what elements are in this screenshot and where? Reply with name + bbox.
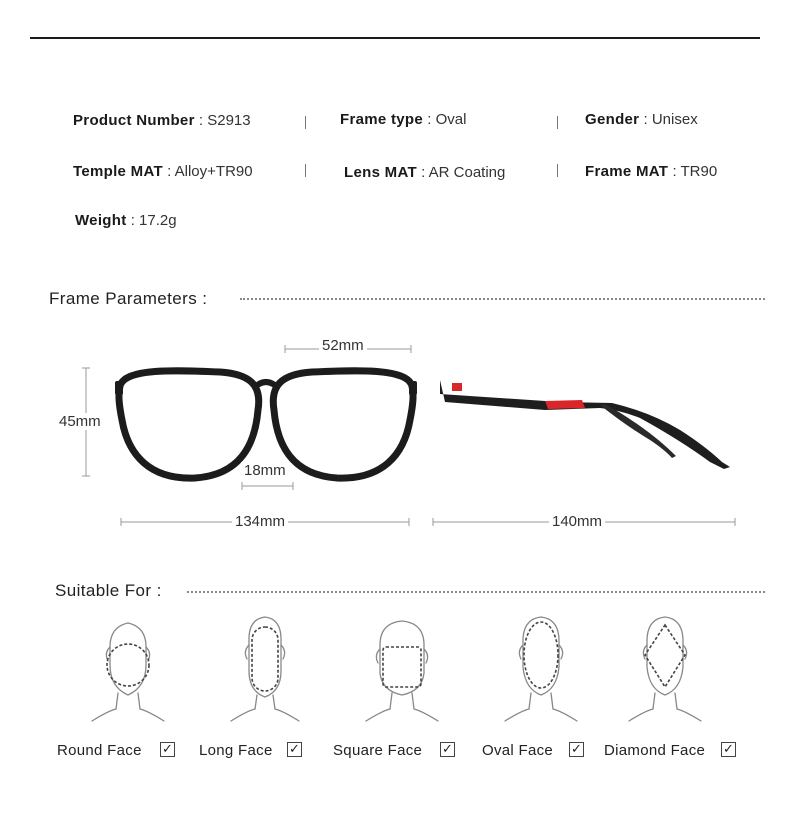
suitable-for-title: Suitable For : bbox=[55, 581, 162, 600]
frame-width-label: 134mm bbox=[232, 513, 288, 530]
lens-width-label: 52mm bbox=[319, 337, 367, 354]
frame-parameters-title: Frame Parameters : bbox=[49, 289, 208, 308]
spec-value: S2913 bbox=[207, 112, 251, 129]
spec-frame-mat: Frame MAT : TR90 bbox=[585, 163, 718, 180]
spec-value: Unisex bbox=[651, 111, 698, 128]
long-face-icon bbox=[225, 615, 305, 725]
spec-key: Product Number bbox=[73, 112, 195, 129]
spec-value: Alloy+TR90 bbox=[174, 163, 253, 180]
spec-value: 17.2g bbox=[139, 212, 177, 229]
spec-value: TR90 bbox=[680, 163, 718, 180]
face-label-square: Square Face bbox=[333, 742, 423, 759]
spec-weight: Weight : 17.2g bbox=[75, 212, 177, 229]
spec-key: Frame type bbox=[340, 111, 424, 128]
round-face-icon bbox=[88, 617, 168, 727]
section-dotted-rule bbox=[187, 591, 765, 593]
face-label-long: Long Face bbox=[199, 742, 273, 759]
face-label-round: Round Face bbox=[57, 742, 142, 759]
spec-key: Weight bbox=[75, 212, 127, 229]
diamond-face-icon bbox=[625, 615, 705, 725]
bridge-width-label: 18mm bbox=[241, 462, 289, 479]
spec-lens-mat: Lens MAT : AR Coating bbox=[344, 164, 506, 181]
check-long: ✓ bbox=[287, 742, 302, 757]
square-face-icon bbox=[362, 617, 442, 727]
check-diamond: ✓ bbox=[721, 742, 736, 757]
check-round: ✓ bbox=[160, 742, 175, 757]
spec-frame-type: Frame type : Oval bbox=[340, 111, 467, 128]
temple-length-label: 140mm bbox=[549, 513, 605, 530]
spec-key: Gender bbox=[585, 111, 640, 128]
spec-value: Oval bbox=[435, 111, 467, 128]
face-label-diamond: Diamond Face bbox=[604, 742, 706, 759]
spec-value: AR Coating bbox=[428, 164, 506, 181]
spec-key: Lens MAT bbox=[344, 164, 417, 181]
spec-product-number: Product Number : S2913 bbox=[73, 112, 251, 129]
spec-key: Frame MAT bbox=[585, 163, 669, 180]
check-square: ✓ bbox=[440, 742, 455, 757]
oval-face-icon bbox=[501, 615, 581, 725]
lens-height-label: 45mm bbox=[59, 413, 101, 430]
check-oval: ✓ bbox=[569, 742, 584, 757]
spec-gender: Gender : Unisex bbox=[585, 111, 698, 128]
spec-key: Temple MAT bbox=[73, 163, 163, 180]
spec-temple-mat: Temple MAT : Alloy+TR90 bbox=[73, 163, 253, 180]
face-label-oval: Oval Face bbox=[482, 742, 554, 759]
